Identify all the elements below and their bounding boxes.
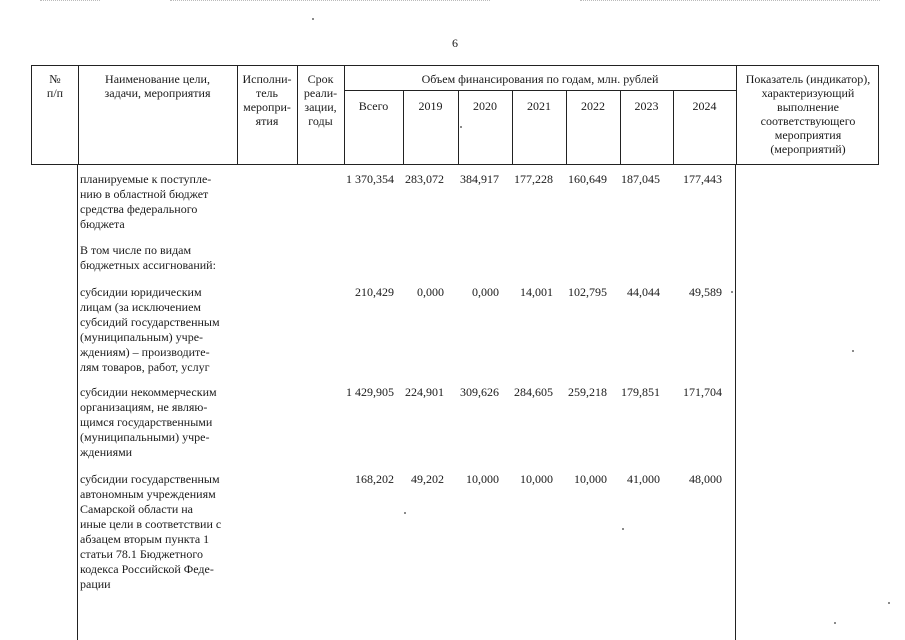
header-year-2020: 2020 xyxy=(473,99,497,113)
header-num: № п/п xyxy=(46,72,64,100)
value-2022: 259,218 xyxy=(568,385,607,399)
value-2019: 224,901 xyxy=(405,385,444,399)
header-year-2023: 2023 xyxy=(634,99,659,113)
value-2024: 49,589 xyxy=(689,285,722,299)
scan-speck xyxy=(312,18,314,20)
value-2023: 187,045 xyxy=(621,172,660,186)
header-indicator: Показатель (индикатор), характеризующий выполнение соответствующего мероприятия (мероприятий) xyxy=(745,72,871,156)
value-2019: 283,072 xyxy=(405,172,444,186)
top-edge-mark xyxy=(170,0,490,1)
value-2021: 14,001 xyxy=(520,285,553,299)
value-2024: 48,000 xyxy=(689,472,722,486)
value-2024: 177,443 xyxy=(683,172,722,186)
row-text: субсидии некоммерческим организациям, не являю- щимся государственными (муниципальными) учре- ждениями xyxy=(80,385,217,459)
scan-speck xyxy=(460,126,462,128)
value-total: 168,202 xyxy=(355,472,394,486)
scan-speck xyxy=(404,512,406,514)
header-year-2024: 2024 xyxy=(692,99,717,113)
header-year-2019: 2019 xyxy=(418,99,443,113)
value-2022: 102,795 xyxy=(568,285,607,299)
value-2020: 309,626 xyxy=(460,385,499,399)
column-line-left xyxy=(77,165,78,640)
value-2021: 10,000 xyxy=(520,472,553,486)
value-total: 1 429,905 xyxy=(346,385,394,399)
header-year-2021: 2021 xyxy=(527,99,551,113)
row-text: планируемые к поступле- нию в областной бюджет средства федерального бюджета xyxy=(80,172,212,231)
value-2024: 171,704 xyxy=(683,385,722,399)
row-text: субсидии юридическим лицам (за исключением субсидий государственным (муниципальным) учре- ждениям) – производите- лям товаров, работ, услуг xyxy=(80,285,220,374)
scan-speck xyxy=(852,350,854,352)
value-total: 1 370,354 xyxy=(346,172,394,186)
top-edge-mark xyxy=(580,0,880,1)
value-2019: 0,000 xyxy=(417,285,444,299)
value-2020: 384,917 xyxy=(460,172,499,186)
column-line-right xyxy=(735,165,736,640)
value-2023: 41,000 xyxy=(627,472,660,486)
header-name: Наименование цели, задачи, мероприятия xyxy=(104,72,211,100)
value-2021: 177,228 xyxy=(514,172,553,186)
header-term: Срок реали- зации, годы xyxy=(303,72,338,128)
table-header xyxy=(31,65,879,165)
value-total: 210,429 xyxy=(355,285,394,299)
value-2023: 179,851 xyxy=(621,385,660,399)
row-text: В том числе по видам бюджетных ассигнований: xyxy=(80,243,216,272)
header-executor: Исполни- тель меропри- ятия xyxy=(242,72,292,128)
top-edge-mark xyxy=(40,0,100,1)
value-2020: 10,000 xyxy=(466,472,499,486)
scan-speck xyxy=(888,602,890,604)
scan-speck xyxy=(622,528,624,530)
value-2020: 0,000 xyxy=(472,285,499,299)
page-number: 6 xyxy=(452,36,458,50)
header-year-total: Всего xyxy=(358,99,389,113)
row-text: субсидии государственным автономным учреждениям Самарской области на иные цели в соответствии с абзацем вторым пункта 1 статьи 78.1 Бюджетного кодекса Российской Феде- рации xyxy=(80,472,222,591)
header-funding-title: Объем финансирования по годам, млн. рублей xyxy=(421,72,659,86)
value-2023: 44,044 xyxy=(627,285,660,299)
value-2022: 160,649 xyxy=(568,172,607,186)
scan-speck xyxy=(834,622,836,624)
value-2022: 10,000 xyxy=(574,472,607,486)
header-year-2022: 2022 xyxy=(581,99,605,113)
value-2021: 284,605 xyxy=(514,385,553,399)
scan-speck xyxy=(731,291,733,293)
value-2019: 49,202 xyxy=(411,472,444,486)
